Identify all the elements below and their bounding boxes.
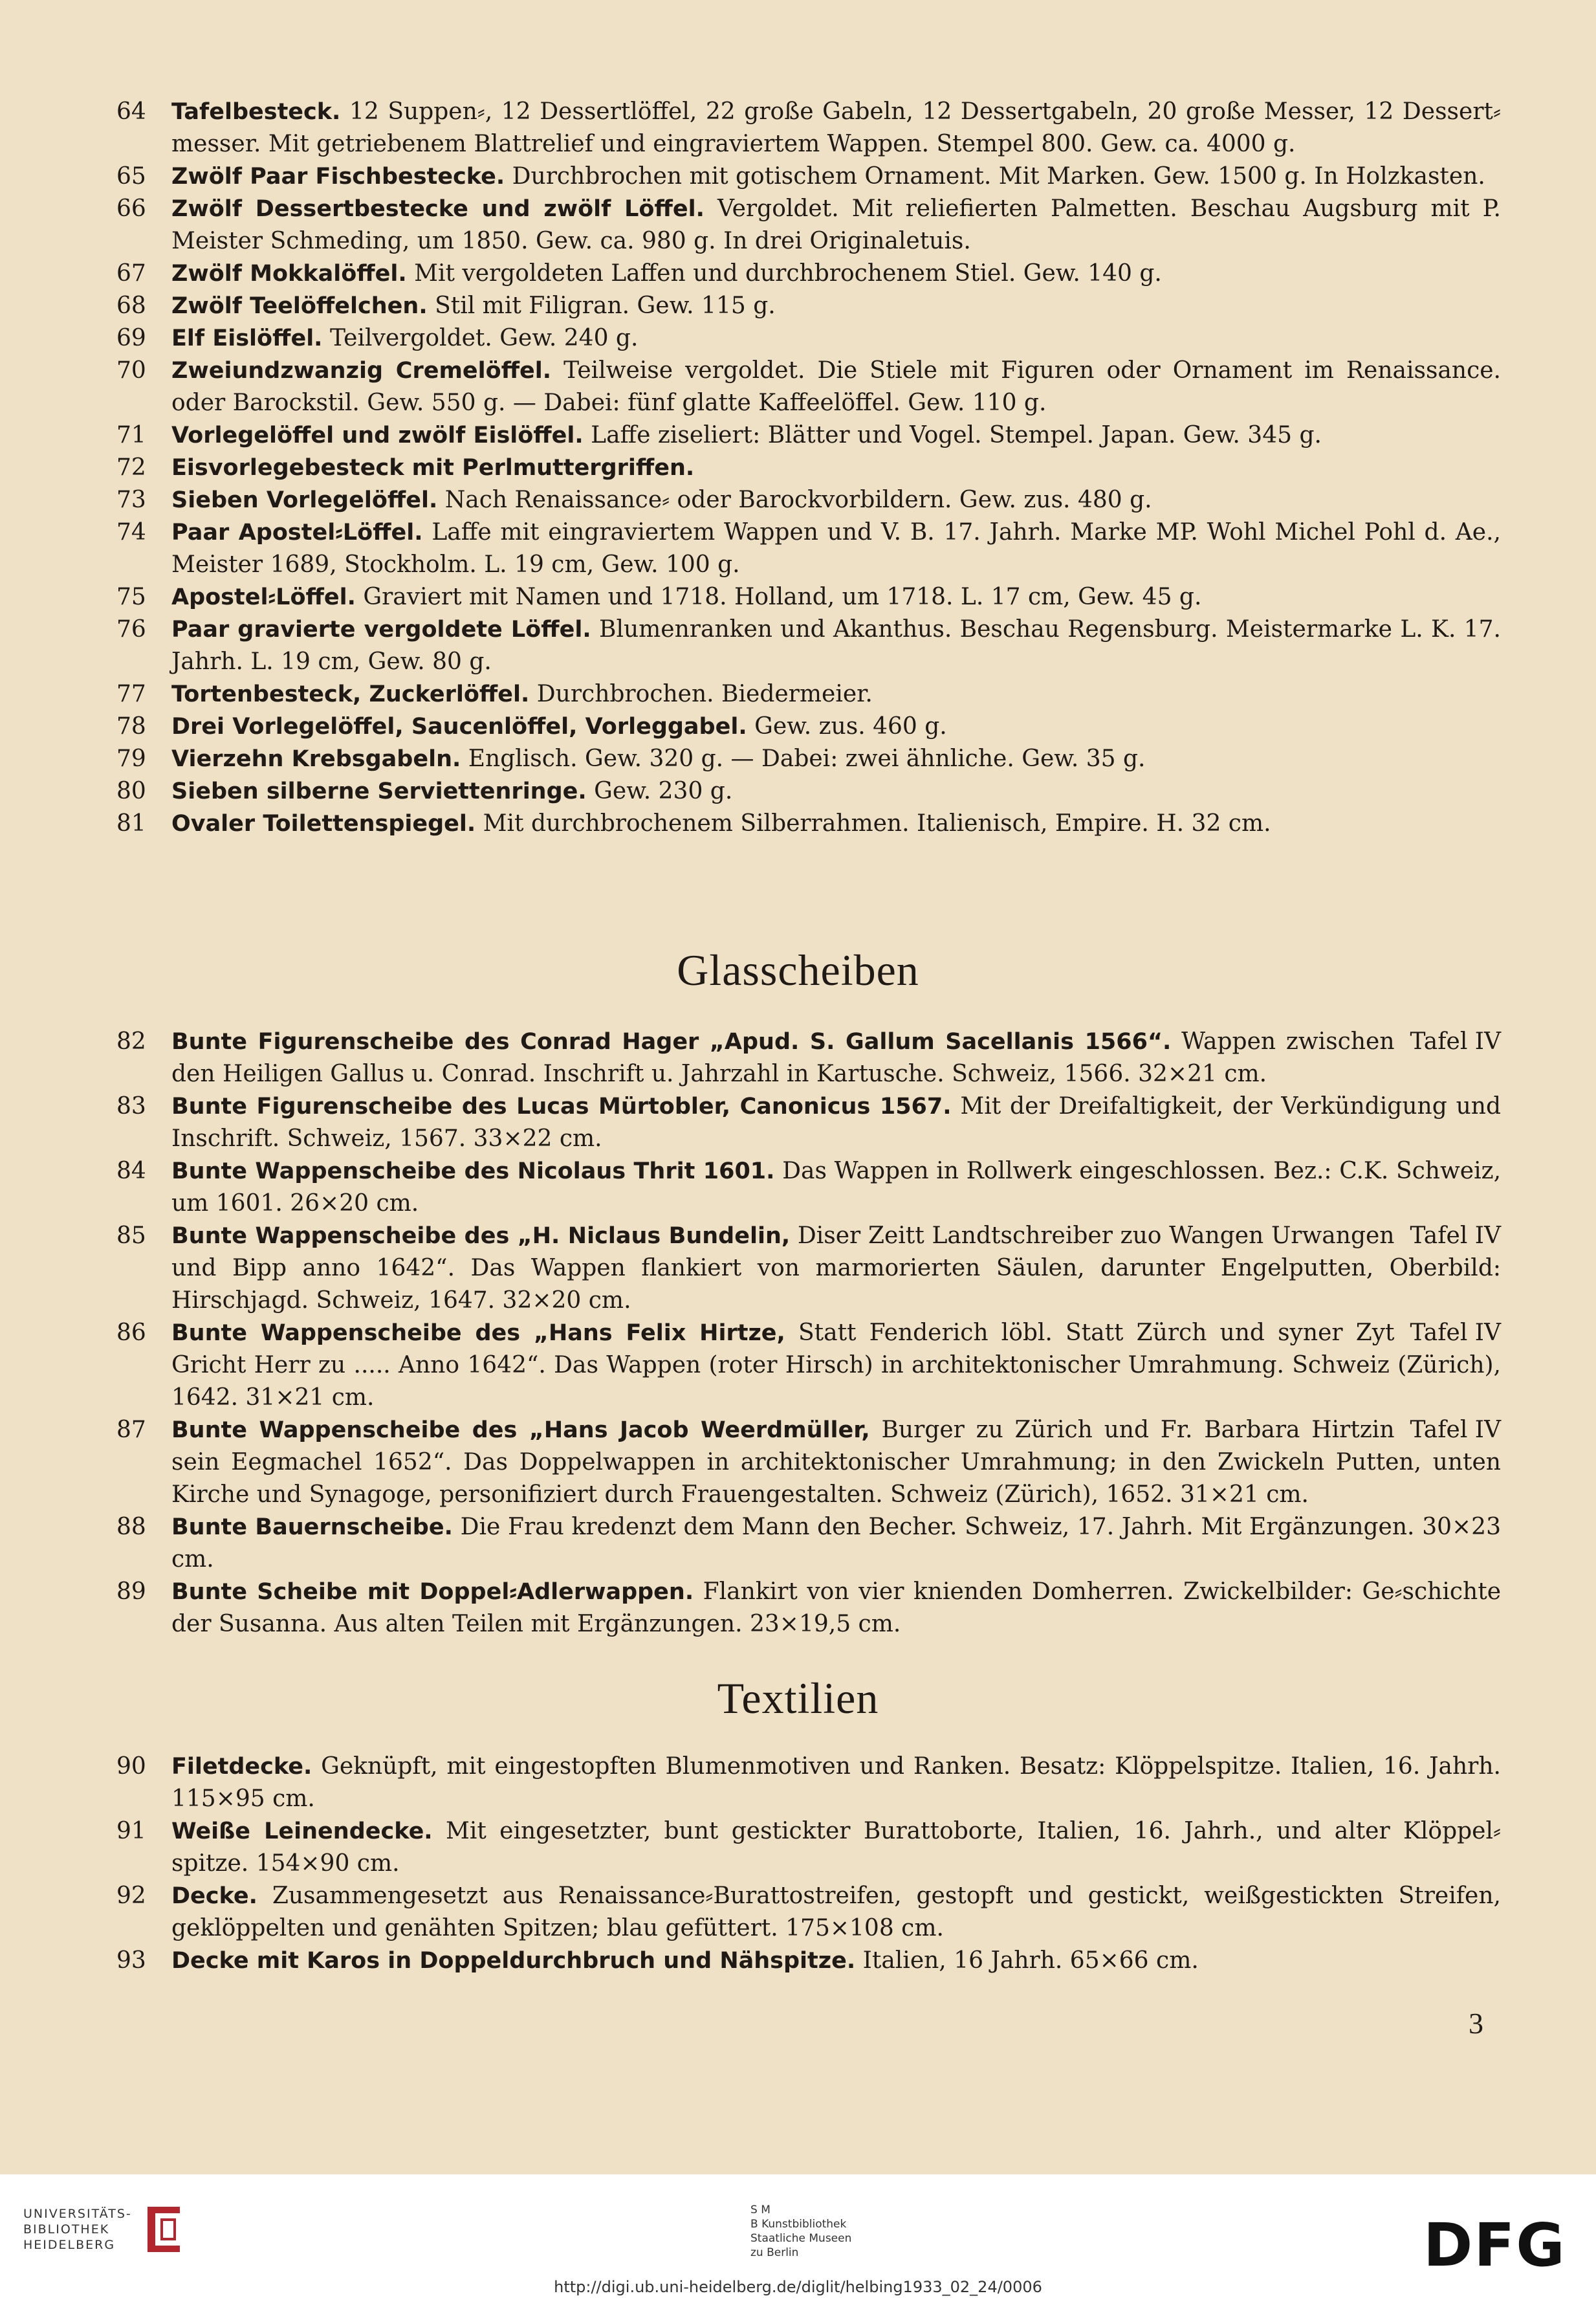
entry-description: Italien, 16 Jahrh. 65×66 cm. (862, 1947, 1199, 1974)
entry-title: Tortenbesteck, Zuckerlöffel. (171, 681, 530, 707)
entry-number: 80 (116, 778, 146, 804)
entry-number: 76 (116, 616, 146, 643)
entry-body (171, 484, 1501, 516)
entry-number: 64 (116, 98, 146, 125)
entry-description: Laffe ziseliert: Blätter und Vogel. Stempel. Japan. Gew. 345 g. (591, 422, 1322, 448)
catalog-entry (116, 1576, 1501, 1641)
entry-title: Vorlegelöffel und zwölf Eislöffel. (171, 423, 584, 448)
catalog-entry (116, 484, 1501, 516)
entry-description: Durchbrochen mit gotischem Ornament. Mit Marken. Gew. 1500 g. In Holzkasten. (512, 163, 1485, 190)
catalog-entry (116, 581, 1501, 613)
entry-description: Die Frau kredenzt dem Mann den Becher. Schweiz, 17. Jahrh. Mit Ergänzungen. 30×23 cm. (171, 1514, 1501, 1573)
entry-number: 78 (116, 713, 146, 740)
entry-title: Paar gravierte vergoldete Löffel. (171, 617, 591, 643)
silver-entries (116, 96, 1501, 840)
entry-title: Vierzehn Krebsgabeln. (171, 746, 461, 772)
entry-body (171, 419, 1501, 452)
entry-number: 75 (116, 584, 146, 610)
entry-number: 82 (116, 1028, 146, 1055)
entry-body (171, 452, 1501, 484)
entry-title: Tafelbesteck. (171, 99, 341, 125)
catalog-entry (116, 1155, 1501, 1220)
entry-body (171, 1751, 1501, 1815)
entry-body (171, 96, 1501, 160)
catalog-entry (116, 1880, 1501, 1945)
catalog-entry (116, 355, 1501, 419)
entry-description: Vergoldet. Mit reliefierten Palmetten. Beschau Augsburg mit P. Meister Schmeding, um 1850. Gew. ca. 980 g. In drei Originaletuis. (171, 195, 1501, 254)
entry-description: Englisch. Gew. 320 g. — Dabei: zwei ähnliche. Gew. 35 g. (468, 746, 1146, 772)
entry-body (171, 1026, 1501, 1090)
entry-body (171, 1090, 1501, 1155)
entry-body (171, 808, 1501, 840)
entry-number: 91 (116, 1818, 146, 1844)
section-heading-glass: Glasscheiben (677, 945, 919, 995)
entry-title: Decke mit Karos in Doppeldurchbruch und Nähspitze. (171, 1948, 856, 1974)
entry-number: 88 (116, 1514, 146, 1540)
entry-body (171, 613, 1501, 678)
entry-title: Ovaler Toilettenspiegel. (171, 811, 476, 837)
plate-reference: Tafel IV (1410, 1222, 1501, 1249)
library-emblem-icon (141, 2200, 186, 2259)
entry-description: Mit durchbrochenem Silberrahmen. Italienisch, Empire. H. 32 cm. (483, 810, 1271, 837)
entry-description: Das Wappen in Rollwerk eingeschlossen. Bez.: C.K. Schweiz, um 1601. 26×20 cm. (171, 1158, 1502, 1217)
entry-title: Sieben Vorlegelöffel. (171, 487, 438, 513)
entry-description: Wappen zwischen den Heiligen Gallus u. Conrad. Inschrift u. Jahrzahl in Kartusche. Schweiz, 1566. 32×21 cm. (171, 1028, 1395, 1087)
catalog-entry (116, 516, 1501, 581)
dfg-logo[interactable]: DFG (1423, 2211, 1566, 2280)
catalog-entry (116, 290, 1501, 322)
entry-description: Blumenranken und Akanthus. Beschau Regensburg. Meistermarke L. K. 17. Jahrh. L. 19 cm, Gew. 80 g. (171, 616, 1501, 675)
entry-number: 84 (116, 1158, 146, 1184)
plate-reference: Tafel IV (1410, 1417, 1501, 1443)
textile-entries (116, 1751, 1501, 1977)
entry-description: Mit eingesetzter, bunt gestickter Burattoborte, Italien, 16. Jahrh., und alter Klöppel⸗spitze. 154×90 cm. (171, 1818, 1501, 1877)
catalog-entry (116, 775, 1501, 808)
catalog-entry (116, 452, 1501, 484)
entry-body (171, 678, 1501, 711)
entry-title: Bunte Figurenscheibe des Conrad Hager „Apud. S. Gallum Sacellanis 1566“. (171, 1029, 1172, 1055)
entry-number: 71 (116, 422, 146, 448)
entry-description: Teilvergoldet. Gew. 240 g. (329, 325, 639, 351)
entry-number: 92 (116, 1883, 146, 1909)
entry-body (171, 516, 1501, 581)
catalog-entry (116, 1026, 1501, 1090)
entry-number: 86 (116, 1320, 146, 1346)
catalog-entry (116, 1414, 1501, 1511)
entry-number: 73 (116, 487, 146, 513)
entry-number: 85 (116, 1222, 146, 1249)
entry-body (171, 355, 1501, 419)
catalog-entry (116, 613, 1501, 678)
entry-number: 69 (116, 325, 146, 351)
catalog-entry (116, 258, 1501, 290)
entry-title: Bunte Bauernscheibe. (171, 1514, 453, 1540)
entry-body (171, 711, 1501, 743)
entry-body (171, 193, 1501, 258)
entry-title: Sieben silberne Serviettenringe. (171, 779, 587, 804)
entry-description: Burger zu Zürich und Fr. Barbara Hirtzin sein Eegmachel 1652“. Das Doppelwappen in architektonischer Umrahmung; in den Zwickeln Putten, unten Kirche und Synagoge, personifiziert durch Frauengestalten. Schweiz (Zürich), 1652. 31×21 cm. (171, 1417, 1501, 1508)
entry-number: 90 (116, 1753, 146, 1780)
entry-number: 83 (116, 1093, 146, 1120)
entry-title: Bunte Scheibe mit Doppel⸗Adlerwappen. (171, 1579, 694, 1605)
entry-title: Weiße Leinendecke. (171, 1818, 433, 1844)
entry-description: Zusammengesetzt aus Renaissance⸗Burattostreifen, gestopft und gestickt, weißgestickten Streifen, geklöppelten und genähten Spitzen; blau gefüttert. 175×108 cm. (171, 1883, 1501, 1941)
entry-description: Gew. zus. 460 g. (754, 713, 947, 740)
entry-description: Nach Renaissance⸗ oder Barockvorbildern. Gew. zus. 480 g. (444, 487, 1152, 513)
catalog-entry (116, 1220, 1501, 1317)
entry-number: 70 (116, 357, 146, 384)
entry-body (171, 581, 1501, 613)
entry-body (171, 775, 1501, 808)
catalog-entry (116, 419, 1501, 452)
permalink-url[interactable]: http://digi.ub.uni-heidelberg.de/diglit/helbing1933_02_24/0006 (554, 2278, 1042, 2296)
entry-title: Filetdecke. (171, 1754, 312, 1780)
entry-title: Bunte Wappenscheibe des „Hans Felix Hirtze, (171, 1320, 785, 1346)
entry-body (171, 1414, 1501, 1511)
catalog-entry (116, 1945, 1501, 1977)
entry-body (171, 290, 1501, 322)
entry-description: 12 Suppen⸗, 12 Dessertlöffel, 22 große Gabeln, 12 Dessertgabeln, 20 große Messer, 12 Dessert⸗messer. Mit getriebenem Blattrelief und eingraviertem Wappen. Stempel 800. Gew. ca. 4000 g. (171, 98, 1501, 157)
entry-title: Zwölf Teelöffelchen. (171, 293, 428, 319)
entry-title: Zwölf Paar Fischbestecke. (171, 164, 505, 190)
entry-description: Statt Fenderich löbl. Statt Zürch und syner Zyt Gricht Herr zu ..... Anno 1642“. Das Wappen (roter Hirsch) in architektonischer Umrahmung. Schweiz (Zürich), 1642. 31×21 cm. (171, 1320, 1501, 1411)
entry-title: Zwölf Dessertbestecke und zwölf Löffel. (171, 196, 705, 222)
entry-number: 89 (116, 1578, 146, 1605)
plate-reference: Tafel IV (1410, 1320, 1501, 1346)
entry-description: Durchbrochen. Biedermeier. (536, 681, 873, 707)
catalog-entry (116, 1090, 1501, 1155)
catalog-entry (116, 160, 1501, 193)
entry-description: Geknüpft, mit eingestopften Blumenmotiven und Ranken. Besatz: Klöppelspitze. Italien, 16. Jahrh. 115×95 cm. (171, 1753, 1501, 1812)
catalog-entry (116, 808, 1501, 840)
entry-number: 79 (116, 746, 146, 772)
catalog-entry (116, 678, 1501, 711)
entry-number: 81 (116, 810, 146, 837)
catalog-entry (116, 711, 1501, 743)
entry-body (171, 743, 1501, 775)
entry-body (171, 1576, 1501, 1641)
entry-title: Bunte Figurenscheibe des Lucas Mürtobler, Canonicus 1567. (171, 1094, 952, 1120)
entry-number: 74 (116, 519, 146, 546)
entry-title: Bunte Wappenscheibe des Nicolaus Thrit 1601. (171, 1158, 775, 1184)
entry-body (171, 160, 1501, 193)
heidelberg-logo[interactable] (23, 2200, 186, 2259)
catalog-entry (116, 1511, 1501, 1576)
entry-body (171, 1220, 1501, 1317)
page-number: 3 (1469, 2007, 1483, 2040)
entry-number: 87 (116, 1417, 146, 1443)
catalog-entry (116, 1815, 1501, 1880)
entry-number: 72 (116, 454, 146, 481)
entry-description: Graviert mit Namen und 1718. Holland, um 1718. L. 17 cm, Gew. 45 g. (363, 584, 1202, 610)
entry-title: Elf Eislöffel. (171, 326, 323, 351)
catalog-entry (116, 322, 1501, 355)
entry-description: Flankirt von vier knienden Domherren. Zwickelbilder: Ge⸗schichte der Susanna. Aus alten Teilen mit Ergänzungen. 23×19,5 cm. (171, 1578, 1502, 1637)
entry-description: Gew. 230 g. (594, 778, 733, 804)
entry-title: Bunte Wappenscheibe des „H. Niclaus Bundelin, (171, 1223, 791, 1249)
entry-description: Mit der Dreifaltigkeit, der Verkündigung und Inschrift. Schweiz, 1567. 33×22 cm. (171, 1093, 1501, 1152)
catalog-entry (116, 743, 1501, 775)
entry-title: Zweiundzwanzig Cremelöffel. (171, 358, 552, 384)
entry-description: Laffe mit eingraviertem Wappen und V. B. 17. Jahrh. Marke MP. Wohl Michel Pohl d. Ae., Meister 1689, Stockholm. L. 19 cm, Gew. 100 g. (171, 519, 1502, 578)
entry-body (171, 1945, 1501, 1977)
entry-description: Diser Zeitt Landtschreiber zuo Wangen Urwangen und Bipp anno 1642“. Das Wappen flankiert von marmorierten Säulen, darunter Engelputten, Oberbild: Hirschjagd. Schweiz, 1647. 32×20 cm. (171, 1222, 1501, 1314)
entry-body (171, 1317, 1501, 1414)
entry-description: Mit vergoldeten Laffen und durchbrochenem Stiel. Gew. 140 g. (414, 260, 1162, 287)
entry-number: 93 (116, 1947, 146, 1974)
catalog-entry (116, 96, 1501, 160)
entry-body (171, 1511, 1501, 1576)
entry-description: Teilweise vergoldet. Die Stiele mit Figuren oder Ornament im Renaissance. oder Barockstil. Gew. 550 g. — Dabei: fünf glatte Kaffeelöffel. Gew. 110 g. (171, 357, 1501, 416)
entry-title: Bunte Wappenscheibe des „Hans Jacob Weerdmüller, (171, 1417, 870, 1443)
entry-body (171, 1880, 1501, 1945)
entry-number: 77 (116, 681, 146, 707)
glass-entries (116, 1026, 1501, 1641)
entry-number: 66 (116, 195, 146, 222)
catalog-entry (116, 1751, 1501, 1815)
entry-title: Eisvorlegebesteck mit Perlmuttergriffen. (171, 455, 695, 481)
entry-title: Decke. (171, 1883, 257, 1909)
entry-title: Paar Apostel⸗Löffel. (171, 520, 423, 546)
entry-number: 67 (116, 260, 146, 287)
entry-body (171, 1815, 1501, 1880)
entry-title: Zwölf Mokkalöffel. (171, 261, 407, 287)
section-heading-textile: Textilien (717, 1674, 879, 1723)
university-library-label: UNIVERSITÄTS- BIBLIOTHEK HEIDELBERG (23, 2207, 132, 2252)
catalog-entry (116, 1317, 1501, 1414)
entry-number: 68 (116, 293, 146, 319)
smb-kunstbibliothek-logo[interactable]: S M B Kunstbibliothek Staatliche Museen zu Berlin (750, 2204, 852, 2259)
entry-title: Apostel⸗Löffel. (171, 584, 356, 610)
plate-reference: Tafel IV (1410, 1028, 1501, 1055)
footer-bar (0, 2174, 1596, 2298)
entry-body (171, 322, 1501, 355)
entry-body (171, 258, 1501, 290)
entry-body (171, 1155, 1501, 1220)
entry-number: 65 (116, 163, 146, 190)
catalog-entry (116, 193, 1501, 258)
entry-description: Stil mit Filigran. Gew. 115 g. (435, 293, 776, 319)
entry-title: Drei Vorlegelöffel, Saucenlöffel, Vorleggabel. (171, 714, 747, 740)
